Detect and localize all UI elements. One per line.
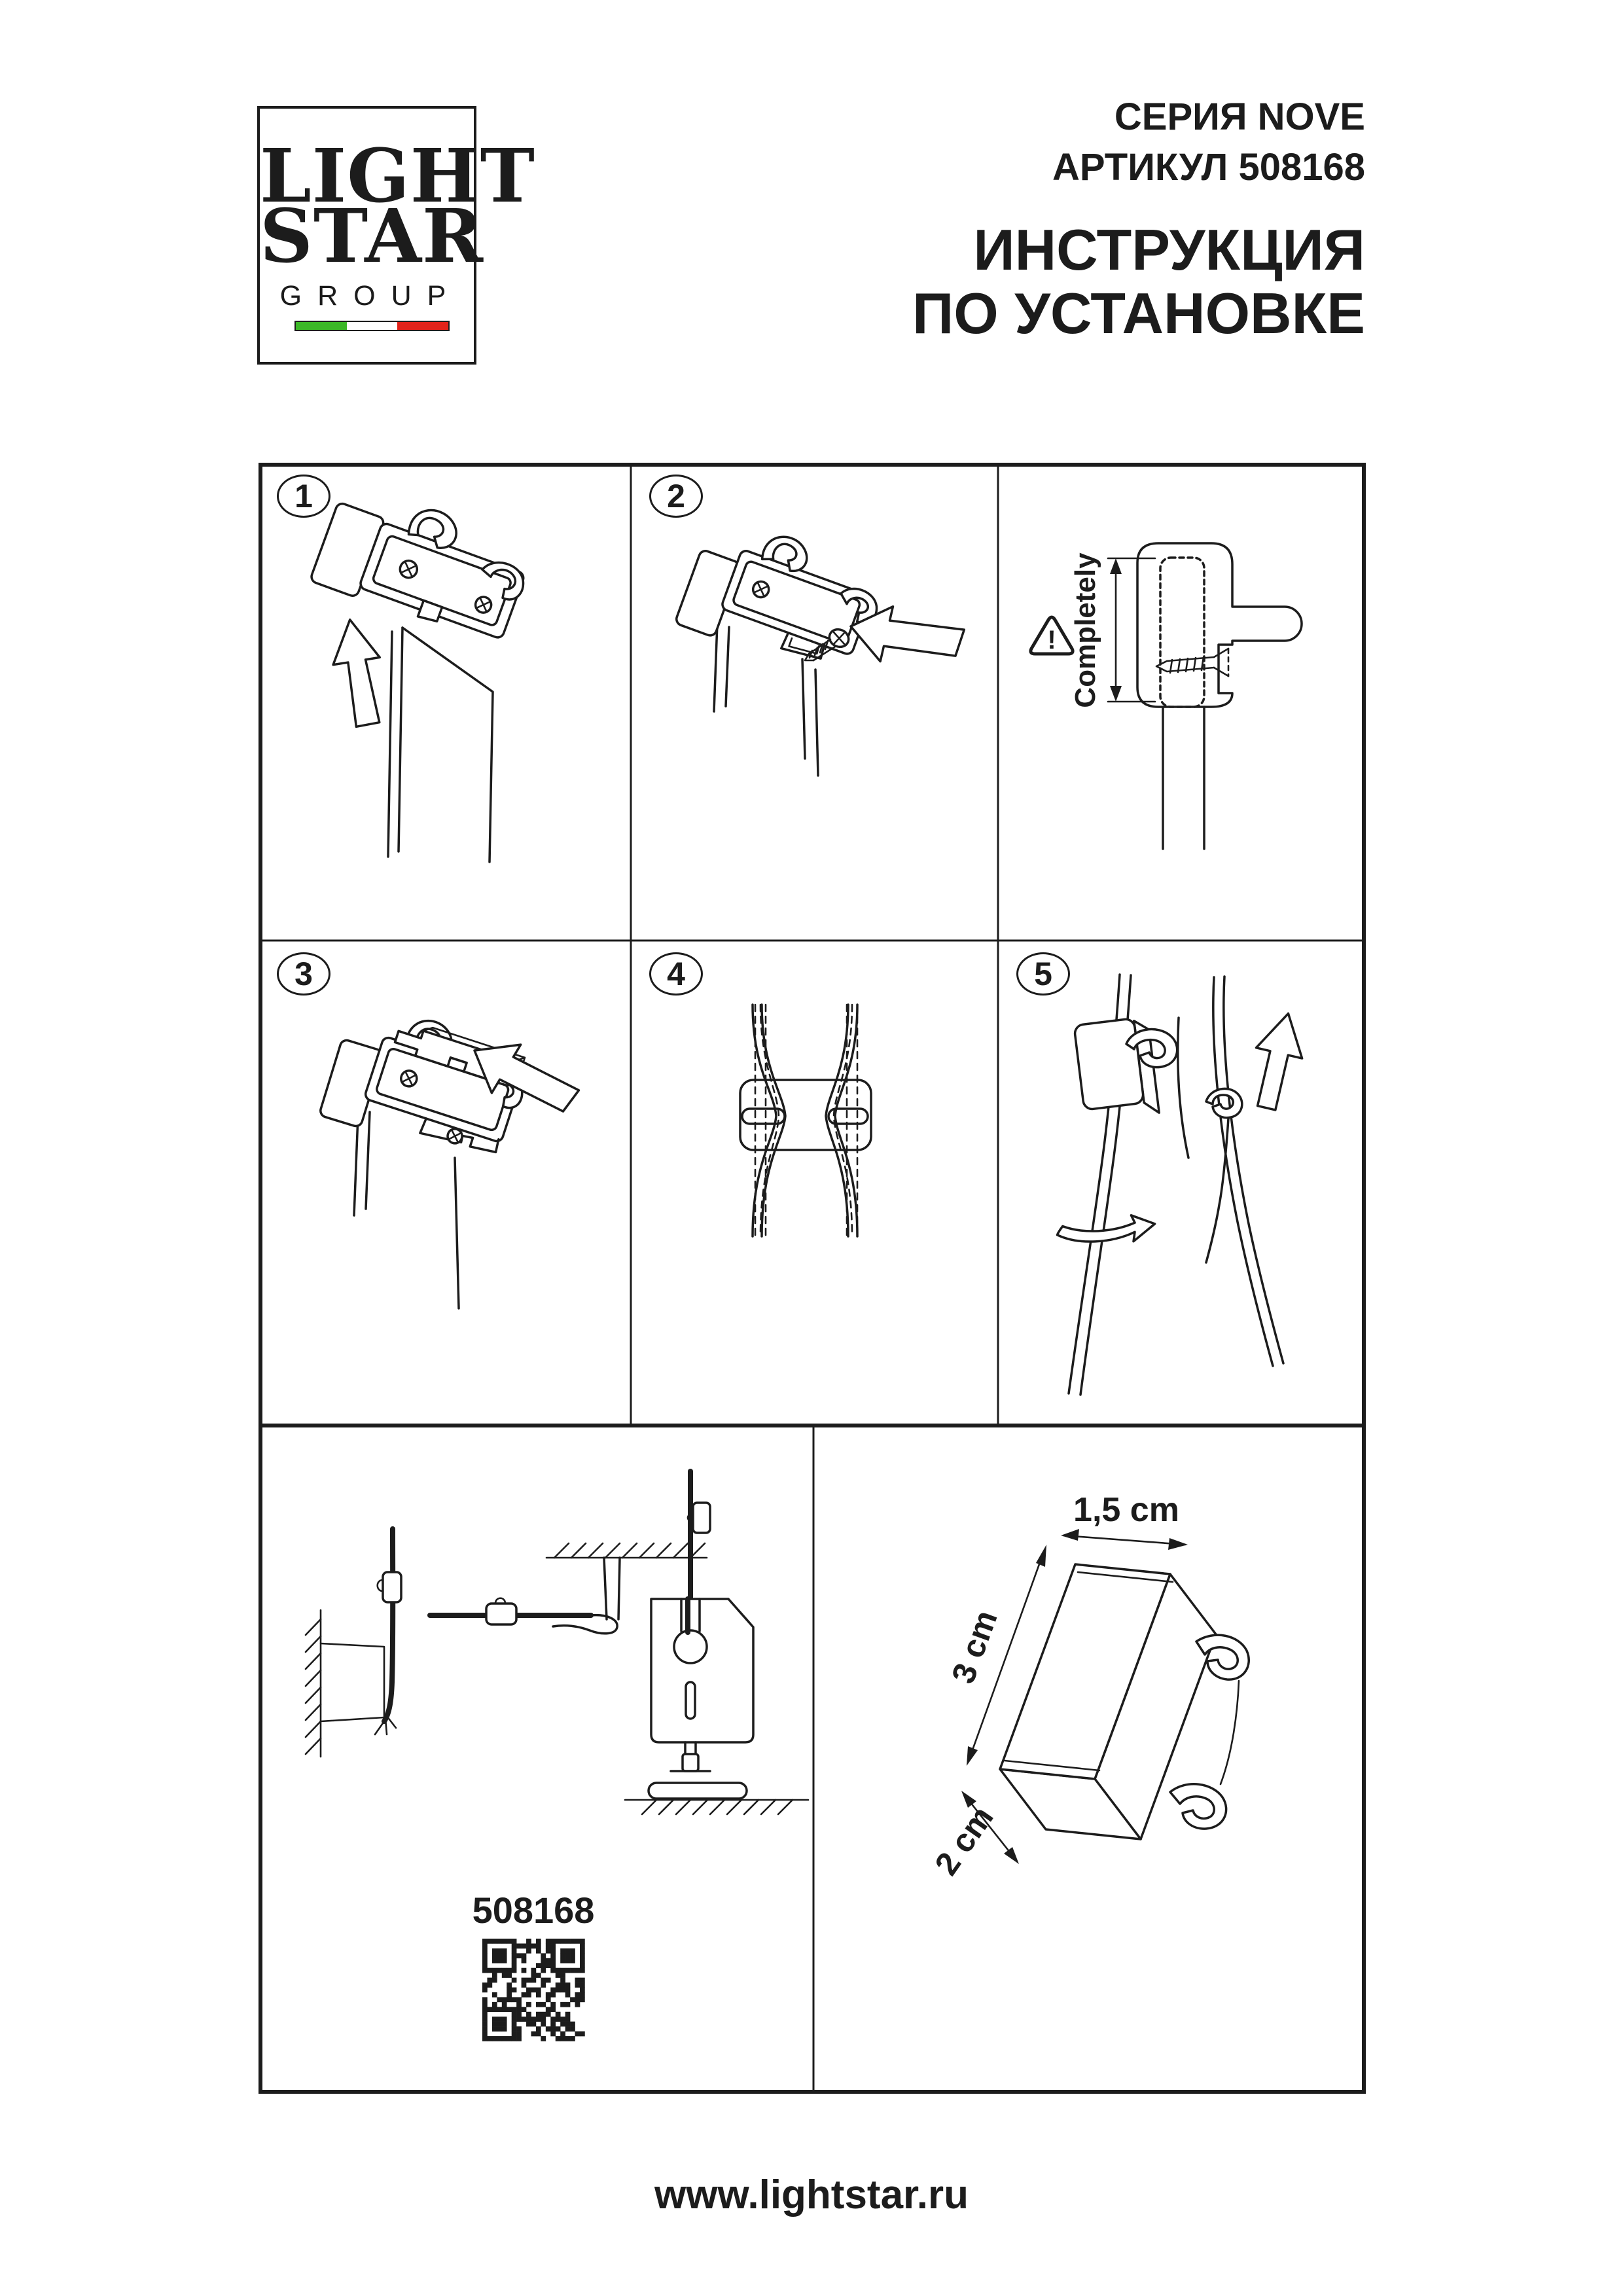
connector-drawing [715, 524, 890, 675]
insertion-depth-panel [998, 463, 1366, 941]
step3-panel [259, 941, 631, 1426]
logo-word-group: GROUP [279, 279, 462, 312]
document-header [912, 92, 1365, 346]
step2-illustration [631, 463, 998, 941]
article-label: АРТИКУЛ 508168 [1052, 146, 1365, 189]
mounting-examples-illustration [259, 1426, 813, 2094]
depth-label: 2 cm [927, 1799, 1001, 1882]
up-arrow-icon [1243, 1008, 1311, 1113]
step1-panel [259, 463, 631, 941]
depth-dimension [927, 1791, 1019, 1882]
step4-panel [631, 941, 998, 1426]
website-link[interactable]: www.lightstar.ru [654, 2172, 969, 2217]
width-dimension [1061, 1491, 1188, 1550]
track-panel-drawing [354, 1112, 459, 1308]
step5-number-badge: 5 [1016, 952, 1070, 996]
step5-panel [998, 941, 1366, 1426]
logo-word-light: LIGHT [260, 134, 535, 219]
product-article-label: 508168 [472, 1890, 595, 1931]
step2-panel [631, 463, 998, 941]
floor-lamp-drawing [625, 1471, 808, 1814]
up-arrow-icon [327, 616, 390, 728]
step4-number-badge: 4 [649, 952, 703, 996]
step1-illustration [259, 463, 631, 941]
series-label: СЕРИЯ NOVE [1114, 96, 1365, 138]
connector-drawing [310, 478, 537, 650]
qr-code-icon [482, 1939, 585, 2041]
mounting-examples-panel [259, 1426, 813, 2094]
insertion-depth-illustration [998, 463, 1366, 941]
length-label: 3 cm [944, 1605, 1005, 1689]
warning-icon [1031, 617, 1073, 655]
wall-mount-drawing [306, 1529, 401, 1757]
track-panel-drawing [388, 628, 493, 862]
page-title [912, 219, 1365, 346]
dimensions-illustration [813, 1426, 1366, 2094]
clip-box-isometric-drawing [1000, 1564, 1249, 1839]
step3-illustration [259, 941, 631, 1426]
cable-tension-drawing [740, 1005, 871, 1236]
italian-flag-icon [294, 321, 450, 331]
step2-number-badge: 2 [649, 475, 703, 518]
width-label: 1,5 cm [1073, 1491, 1179, 1529]
depth-label: Completely [1069, 552, 1101, 708]
title-line-1: ИНСТРУКЦИЯ [973, 217, 1365, 283]
title-line-2: ПО УСТАНОВКЕ [912, 281, 1365, 346]
dimensions-panel [813, 1426, 1366, 2094]
step4-illustration [631, 941, 998, 1426]
step1-number-badge: 1 [277, 475, 330, 518]
warning-exclamation: ! [1047, 626, 1056, 655]
step5-illustration [998, 941, 1366, 1426]
logo-word-star: STAR [260, 193, 484, 279]
profile-cross-section-drawing [1137, 543, 1302, 849]
step3-number-badge: 3 [277, 952, 330, 996]
track-panel-drawing [714, 623, 818, 776]
lightstar-logo [257, 106, 535, 365]
